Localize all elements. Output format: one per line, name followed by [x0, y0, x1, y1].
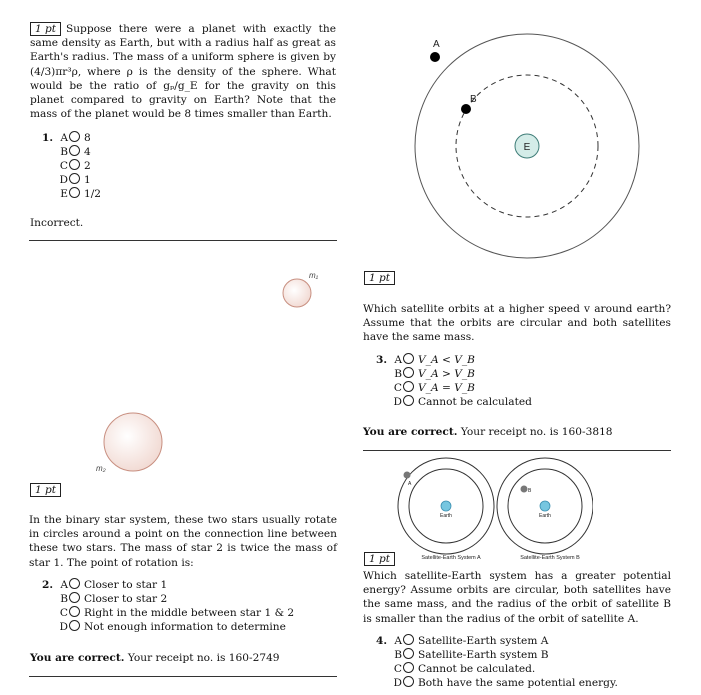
system-b-earth-label: Earth — [539, 513, 551, 519]
satellite-a-icon — [430, 52, 440, 62]
q3-question-text: Which satellite orbits at a higher speed v around earth? Assume that the orbits are circular and both satellites have the same mass. — [363, 303, 671, 344]
q3-number: 3. — [376, 354, 388, 366]
q2-question-text: In the binary star system, these two stars usually rotate in circles around a point on the connection line between these two stars. The mass of star 2 is twice the mass of star 1. The point of rotation is: — [29, 514, 337, 569]
q1-choices — [42, 131, 101, 201]
q3-points-badge: 1 pt — [364, 271, 395, 285]
radio-button[interactable] — [69, 592, 80, 603]
satellite-b-label: B — [528, 488, 532, 494]
radio-button[interactable] — [403, 648, 414, 659]
q3-option-a[interactable]: 3. A V_A < V_B — [376, 354, 475, 366]
q1-option-e[interactable]: E 1/2 — [60, 188, 102, 200]
q2-points-badge: 1 pt — [30, 483, 61, 497]
q2-option-a[interactable]: 2. A Closer to star 1 — [42, 579, 168, 591]
q2-feedback — [30, 651, 280, 665]
q1-feedback: Incorrect. — [30, 217, 84, 229]
radio-button[interactable] — [403, 367, 414, 378]
radio-button[interactable] — [403, 353, 414, 364]
satellite-a-label: A — [408, 481, 412, 487]
divider — [29, 676, 337, 677]
radio-button[interactable] — [69, 606, 80, 617]
system-b-earth-icon — [540, 501, 550, 511]
star-2-icon — [104, 413, 162, 471]
satellite-a-label: A — [433, 39, 440, 50]
q4-points-badge: 1 pt — [364, 552, 395, 566]
q1-option-b[interactable]: B 4 — [60, 146, 91, 158]
radio-button[interactable] — [69, 187, 80, 198]
q3-option-b[interactable]: B V_A > V_B — [394, 368, 475, 380]
q1-option-c[interactable]: C 2 — [59, 160, 91, 172]
divider — [363, 450, 671, 451]
q4-option-b[interactable]: B Satellite-Earth system B — [394, 649, 549, 661]
q2-choices — [42, 578, 294, 634]
q4-number: 4. — [376, 635, 388, 647]
q2-binary-star-figure — [90, 268, 330, 480]
radio-button[interactable] — [69, 159, 80, 170]
q4-question-text: Which satellite-Earth system has a greater potential energy? Assume orbits are circular, both satellites have the same mass, and the radius of the orbit of satellite B is smaller than the radius of the orbit of satellite A. — [363, 570, 671, 625]
q4-option-a[interactable]: 4. A Satellite-Earth system A — [376, 635, 549, 647]
radio-button[interactable] — [69, 620, 80, 631]
q4-choices — [376, 634, 618, 690]
q2-option-c[interactable]: C Right in the middle between star 1 & 2 — [59, 607, 295, 619]
q3-feedback-status: You are correct. — [363, 426, 458, 438]
q4-option-c[interactable]: C Cannot be calculated. — [393, 663, 536, 675]
star-1-icon — [283, 279, 311, 307]
q4-option-d[interactable]: D Both have the same potential energy. — [393, 677, 618, 689]
q2-option-d[interactable]: D Not enough information to determine — [59, 621, 286, 633]
satellite-b-icon — [521, 486, 528, 493]
star-1-label: m₁ — [309, 271, 319, 280]
system-a-earth-label: Earth — [440, 513, 452, 519]
q2-feedback-receipt: Your receipt no. is 160-2749 — [127, 652, 280, 664]
q1-option-d[interactable]: D 1 — [59, 174, 91, 186]
q1-option-a[interactable]: 1. A 8 — [42, 132, 91, 144]
q4-satellite-systems-figure — [393, 455, 593, 567]
earth-label: E — [523, 142, 531, 153]
q3-option-c[interactable]: C V_A = V_B — [393, 382, 475, 394]
radio-button[interactable] — [69, 578, 80, 589]
satellite-b-label: B — [470, 94, 477, 105]
q4-points-badge-wrap — [364, 552, 400, 566]
radio-button[interactable] — [69, 131, 80, 142]
divider — [29, 240, 337, 241]
system-a-earth-icon — [441, 501, 451, 511]
q1-question-text: Suppose there were a planet with exactly the same density as Earth, but with a radius half as great as Earth's radius. The mass of a uniform sphere is given by (4/3)πr³ρ, where ρ is the density of the sphere. What would be the ratio of gₚ/g_E for the gravity on this planet compared to gravity on Earth? Note that the mass of the planet would be 8 times smaller than Earth. — [30, 23, 336, 121]
q3-orbit-figure — [392, 30, 667, 262]
q2-option-b[interactable]: B Closer to star 2 — [60, 593, 168, 605]
satellite-a-icon — [404, 472, 411, 479]
q1-points-badge: 1 pt — [30, 22, 61, 36]
q3-option-d[interactable]: D Cannot be calculated — [393, 396, 532, 408]
caption-system-b: Satellite-Earth System B — [520, 555, 580, 561]
q1-number: 1. — [42, 132, 54, 144]
radio-button[interactable] — [403, 395, 414, 406]
q2-points-badge-wrap — [30, 483, 66, 497]
radio-button[interactable] — [403, 634, 414, 645]
q3-feedback-receipt: Your receipt no. is 160-3818 — [460, 426, 613, 438]
radio-button[interactable] — [403, 676, 414, 687]
radio-button[interactable] — [69, 145, 80, 156]
q3-points-badge-wrap — [364, 271, 400, 285]
q3-choices — [376, 353, 532, 409]
satellite-b-icon — [461, 104, 471, 114]
q1-text-block — [30, 22, 336, 121]
radio-button[interactable] — [403, 381, 414, 392]
q2-number: 2. — [42, 579, 54, 591]
q3-feedback — [363, 425, 613, 439]
q2-feedback-status: You are correct. — [30, 652, 125, 664]
star-2-label: m₂ — [96, 464, 106, 473]
radio-button[interactable] — [403, 662, 414, 673]
caption-system-a: Satellite-Earth System A — [421, 555, 481, 561]
radio-button[interactable] — [69, 173, 80, 184]
